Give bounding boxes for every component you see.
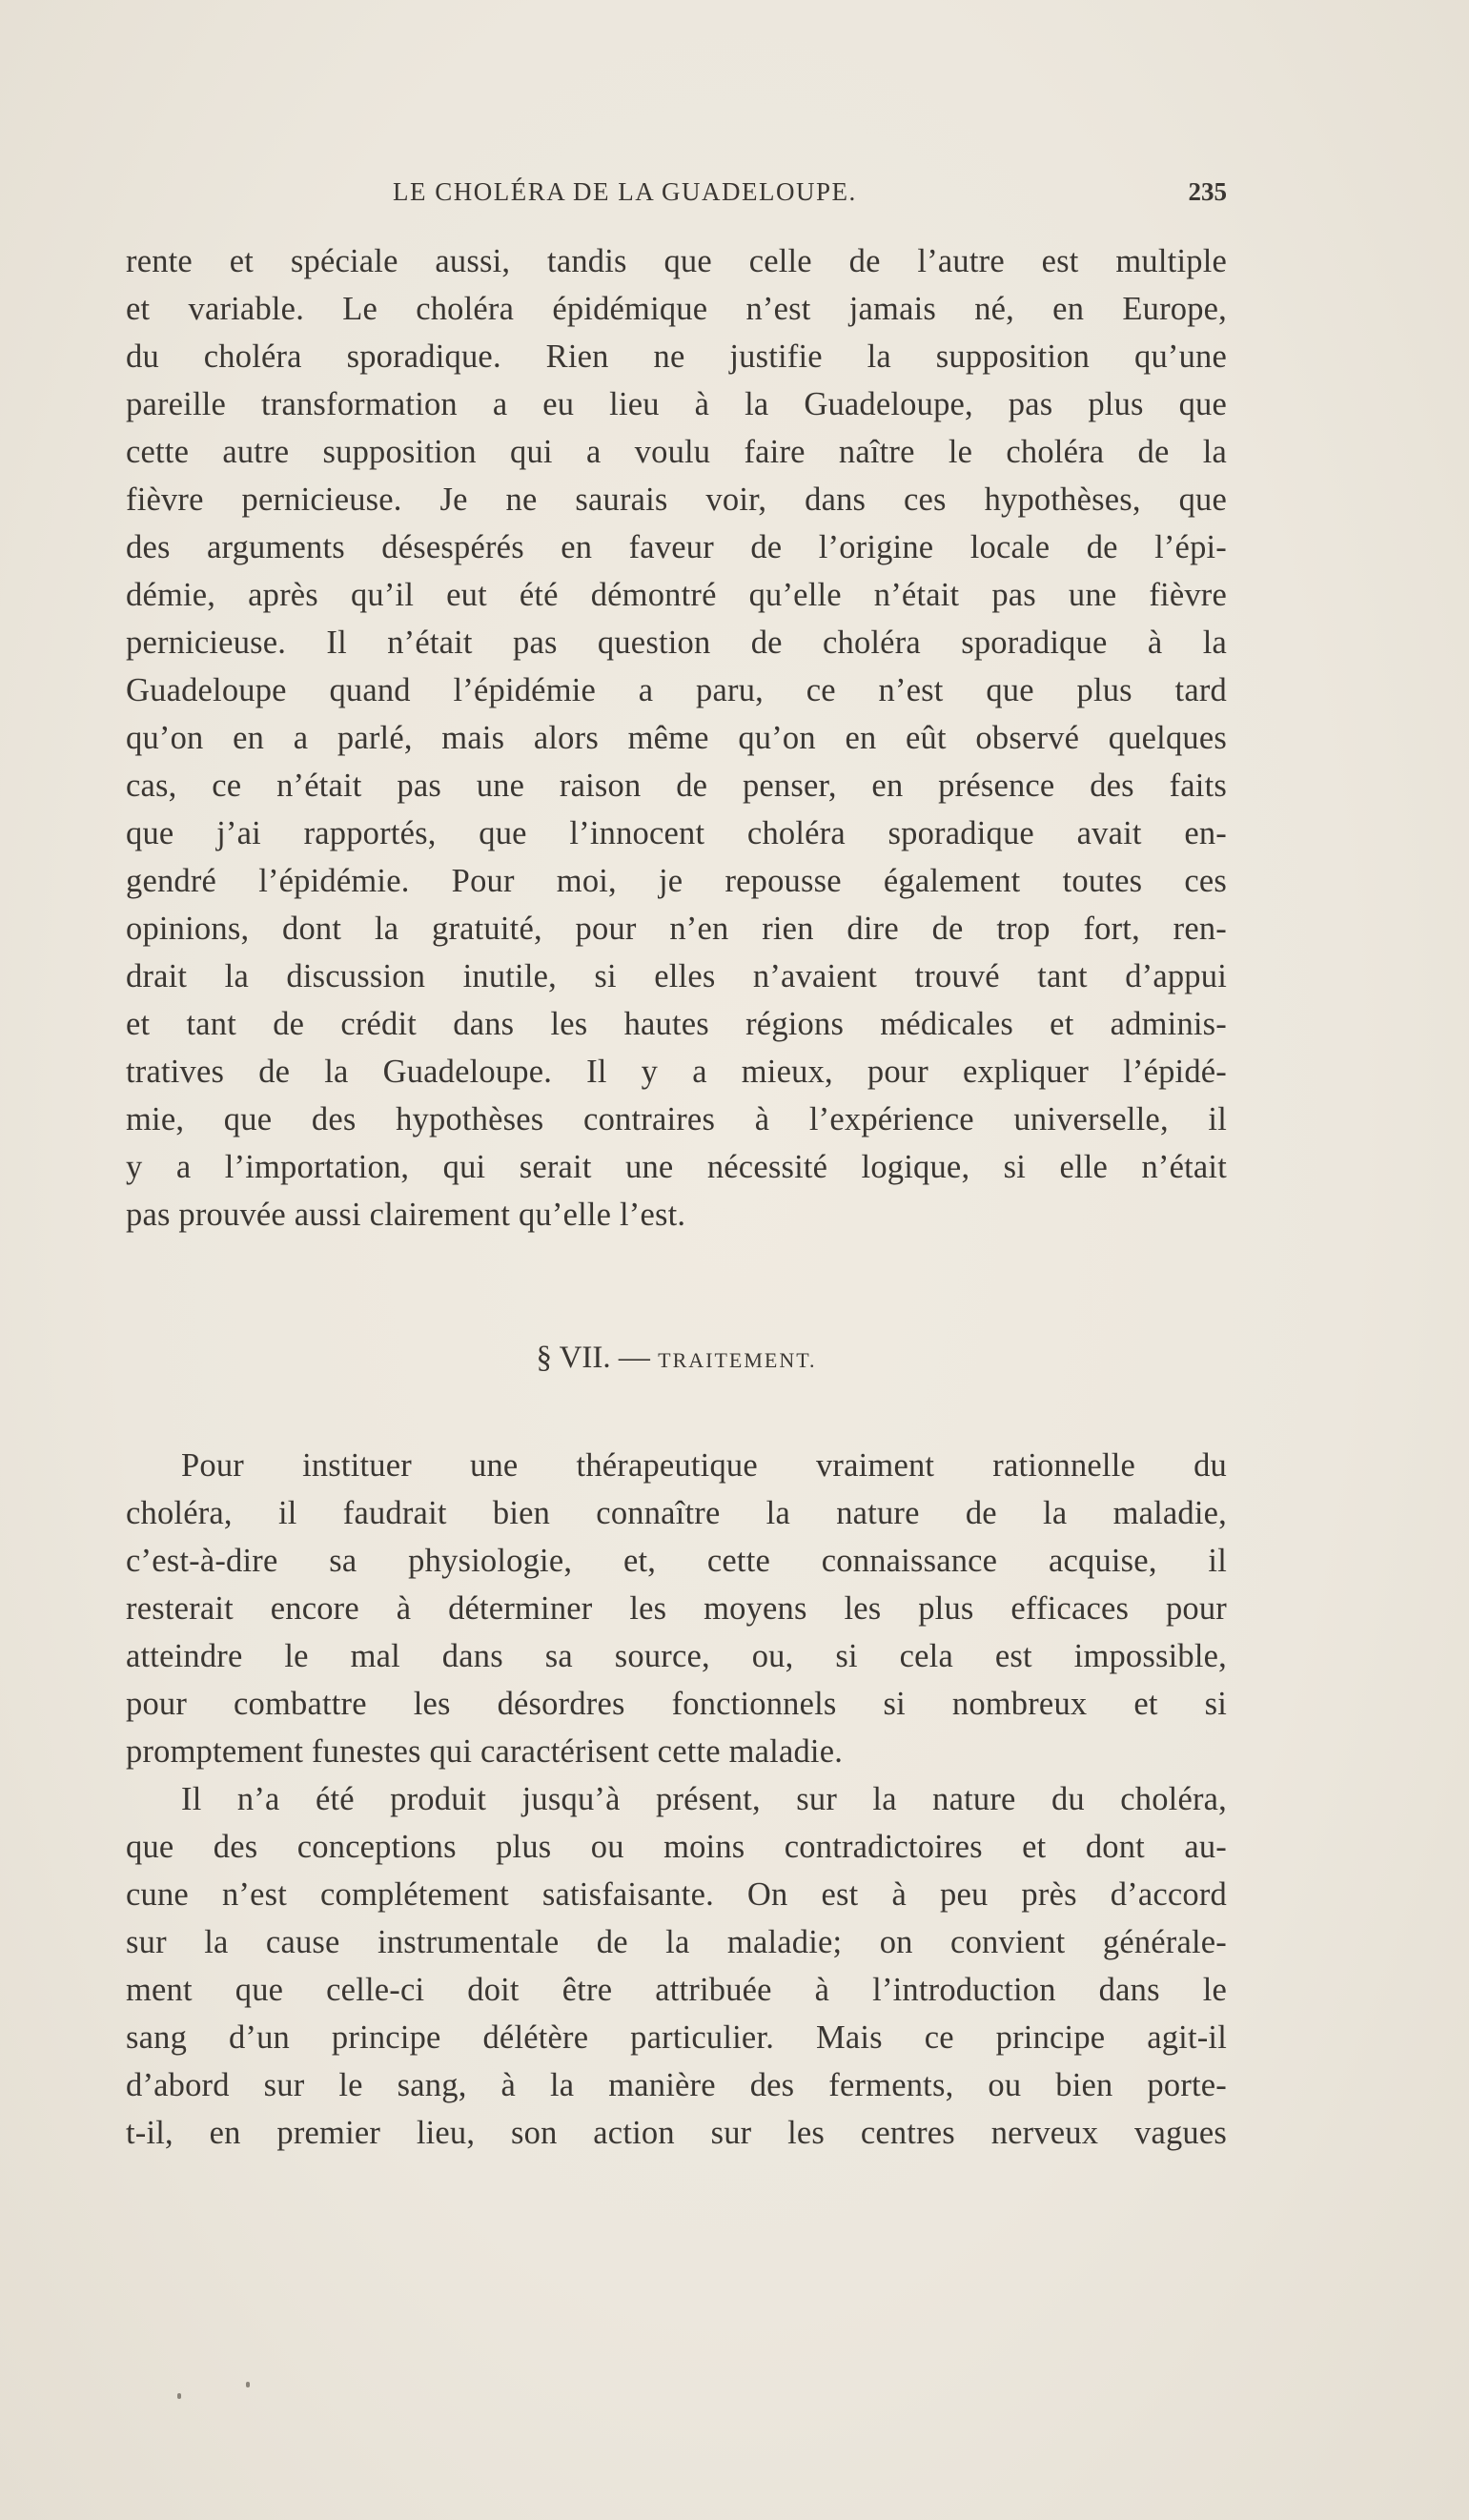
text-line: tratives de la Guadeloupe. Il y a mieux, pour expliquer l’épidé- xyxy=(126,1054,1227,1090)
text-line: sang d’un principe délétère particulier. Mais ce principe agit-il xyxy=(126,2019,1227,2056)
text-line: gendré l’épidémie. Pour moi, je repousse également toutes ces xyxy=(126,863,1227,899)
text-line: rente et spéciale aussi, tandis que celle de l’autre est multiple xyxy=(126,243,1227,279)
page-number: 235 xyxy=(1188,177,1227,206)
section-number: § VII. — xyxy=(536,1341,650,1375)
text-line: resterait encore à déterminer les moyens les plus efficaces pour xyxy=(126,1590,1227,1627)
text-line: cune n’est complétement satisfaisante. On est à peu près d’accord xyxy=(126,1876,1227,1913)
text-line: des arguments désespérés en faveur de l’origine locale de l’épi- xyxy=(126,529,1227,565)
text-line: d’abord sur le sang, à la manière des ferments, ou bien porte- xyxy=(126,2067,1227,2103)
text-line: Il n’a été produit jusqu’à présent, sur la nature du choléra, xyxy=(181,1781,1227,1817)
text-line: qu’on en a parlé, mais alors même qu’on en eût observé quelques xyxy=(126,720,1227,756)
text-line: choléra, il faudrait bien connaître la nature de la maladie, xyxy=(126,1495,1227,1531)
text-line: fièvre pernicieuse. Je ne saurais voir, dans ces hypothèses, que xyxy=(126,481,1227,518)
text-line: cas, ce n’était pas une raison de penser, en présence des faits xyxy=(126,768,1227,804)
text-line: démie, après qu’il eut été démontré qu’elle n’était pas une fièvre xyxy=(126,577,1227,613)
text-line: drait la discussion inutile, si elles n’avaient trouvé tant d’appui xyxy=(126,958,1227,994)
text-line: Pour instituer une thérapeutique vraiment rationnelle du xyxy=(181,1447,1227,1484)
text-line: que j’ai rapportés, que l’innocent choléra sporadique avait en- xyxy=(126,815,1227,851)
text-line: pas prouvée aussi clairement qu’elle l’est. xyxy=(126,1197,686,1233)
text-line: c’est-à-dire sa physiologie, et, cette connaissance acquise, il xyxy=(126,1543,1227,1579)
text-line: sur la cause instrumentale de la maladie; on convient générale- xyxy=(126,1924,1227,1960)
text-line: et tant de crédit dans les hautes régions médicales et adminis- xyxy=(126,1006,1227,1042)
text-line: Guadeloupe quand l’épidémie a paru, ce n’est que plus tard xyxy=(126,672,1227,708)
paper-speck xyxy=(177,2393,181,2399)
text-line: pour combattre les désordres fonctionnels si nombreux et si xyxy=(126,1686,1227,1722)
text-line: y a l’importation, qui serait une nécessité logique, si elle n’était xyxy=(126,1149,1227,1185)
running-title: LE CHOLÉRA DE LA GUADELOUPE. xyxy=(393,177,857,206)
text-line: ment que celle-ci doit être attribuée à l’introduction dans le xyxy=(126,1972,1227,2008)
paper-speck xyxy=(246,2382,250,2387)
section-title: TRAITEMENT. xyxy=(658,1348,817,1372)
text-line: t-il, en premier lieu, son action sur les centres nerveux vagues xyxy=(126,2115,1227,2151)
text-line: et variable. Le choléra épidémique n’est jamais né, en Europe, xyxy=(126,291,1227,327)
text-line: cette autre supposition qui a voulu faire naître le choléra de la xyxy=(126,434,1227,470)
section-heading xyxy=(126,1335,1227,1383)
running-head xyxy=(126,177,1227,219)
text-line: mie, que des hypothèses contraires à l’expérience universelle, il xyxy=(126,1101,1227,1137)
text-line: que des conceptions plus ou moins contradictoires et dont au- xyxy=(126,1829,1227,1865)
text-line: promptement funestes qui caractérisent cette maladie. xyxy=(126,1733,844,1770)
text-line: opinions, dont la gratuité, pour n’en rien dire de trop fort, ren- xyxy=(126,911,1227,947)
text-line: atteindre le mal dans sa source, ou, si cela est impossible, xyxy=(126,1638,1227,1674)
text-line: du choléra sporadique. Rien ne justifie la supposition qu’une xyxy=(126,338,1227,375)
text-line: pernicieuse. Il n’était pas question de choléra sporadique à la xyxy=(126,625,1227,661)
text-line: pareille transformation a eu lieu à la Guadeloupe, pas plus que xyxy=(126,386,1227,422)
